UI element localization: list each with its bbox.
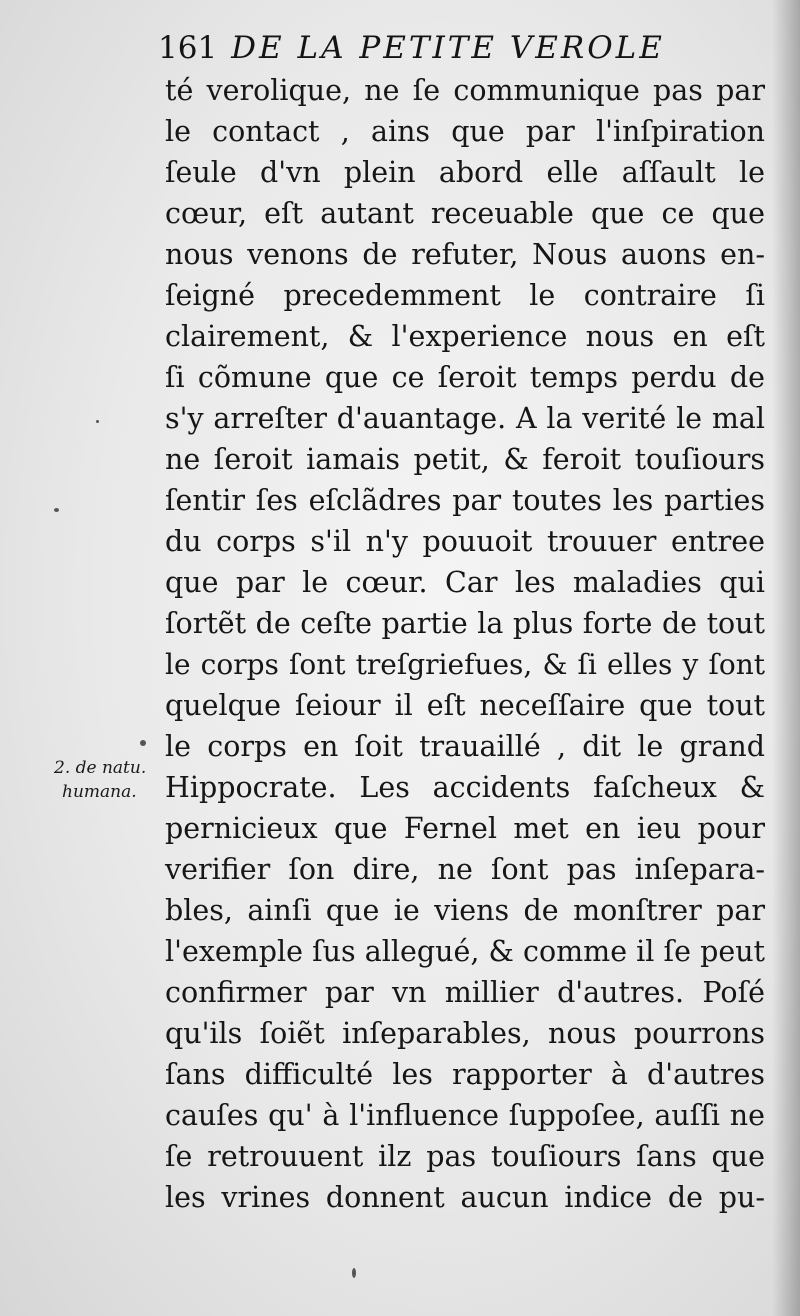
margin-note-line: humana. bbox=[62, 782, 137, 802]
body-text bbox=[165, 70, 765, 1218]
ink-speck bbox=[96, 420, 99, 423]
text-line: s'y arreſter d'auantage. A la verité le mal bbox=[165, 402, 765, 435]
text-line: ſans difficulté les rapporter à d'autres bbox=[165, 1058, 765, 1091]
text-line: l'exemple ſus allegué, & comme il ſe peut bbox=[165, 935, 765, 968]
text-line: clairement, & l'experience nous en eſt bbox=[165, 320, 765, 353]
running-header bbox=[158, 30, 665, 66]
text-line: quelque ſeiour il eſt neceſſaire que tout bbox=[165, 689, 765, 722]
text-line: bles, ainſi que ie viens de monſtrer par bbox=[165, 894, 765, 927]
text-line: confirmer par vn millier d'autres. Poſé bbox=[165, 976, 765, 1009]
text-line: ſentir ſes eſclãdres par toutes les parties bbox=[165, 484, 765, 517]
text-line: cœur, eſt autant receuable que ce que bbox=[165, 197, 765, 230]
ink-speck bbox=[352, 1268, 356, 1278]
text-line: té verolique, ne ſe communique pas par bbox=[165, 74, 765, 107]
text-line: qu'ils ſoiẽt inſeparables, nous pourrons bbox=[165, 1017, 765, 1050]
margin-note bbox=[54, 756, 146, 804]
ink-speck bbox=[54, 508, 59, 512]
text-line: du corps s'il n'y pouuoit trouuer entree bbox=[165, 525, 765, 558]
margin-note-line: 2. de natu. bbox=[54, 758, 147, 778]
text-line: Hippocrate. Les accidents faſcheux & bbox=[165, 771, 765, 804]
text-line: ſe retrouuent ilz pas touſiours ſans que bbox=[165, 1140, 765, 1173]
running-title: DE LA PETITE VEROLE bbox=[231, 30, 665, 66]
text-line: ſeule d'vn plein abord elle aſſault le bbox=[165, 156, 765, 189]
text-line: verifier ſon dire, ne ſont pas inſepara- bbox=[165, 853, 765, 886]
text-line: pernicieux que Fernel met en ieu pour bbox=[165, 812, 765, 845]
text-line: le contact , ains que par l'inſpiration bbox=[165, 115, 765, 148]
text-line: les vrines donnent aucun indice de pu- bbox=[165, 1181, 765, 1214]
text-line: le corps ſont treſgriefues, & ſi elles y ſont bbox=[165, 648, 765, 681]
page-edge-shadow bbox=[772, 0, 800, 1316]
text-line: ſi cõmune que ce ſeroit temps perdu de bbox=[165, 361, 765, 394]
ink-speck bbox=[140, 740, 146, 746]
text-line: ſortẽt de ceſte partie la plus forte de tout bbox=[165, 607, 765, 640]
text-line: ſeigné precedemment le contraire ſi bbox=[165, 279, 765, 312]
text-line: cauſes qu' à l'influence ſuppoſee, auſſi ne bbox=[165, 1099, 765, 1132]
text-line: ne ſeroit iamais petit, & feroit touſiours bbox=[165, 443, 765, 476]
text-line: nous venons de refuter, Nous auons en- bbox=[165, 238, 765, 271]
text-line: le corps en ſoit trauaillé , dit le grand bbox=[165, 730, 765, 763]
page-number: 161 bbox=[158, 30, 218, 66]
text-line: que par le cœur. Car les maladies qui bbox=[165, 566, 765, 599]
